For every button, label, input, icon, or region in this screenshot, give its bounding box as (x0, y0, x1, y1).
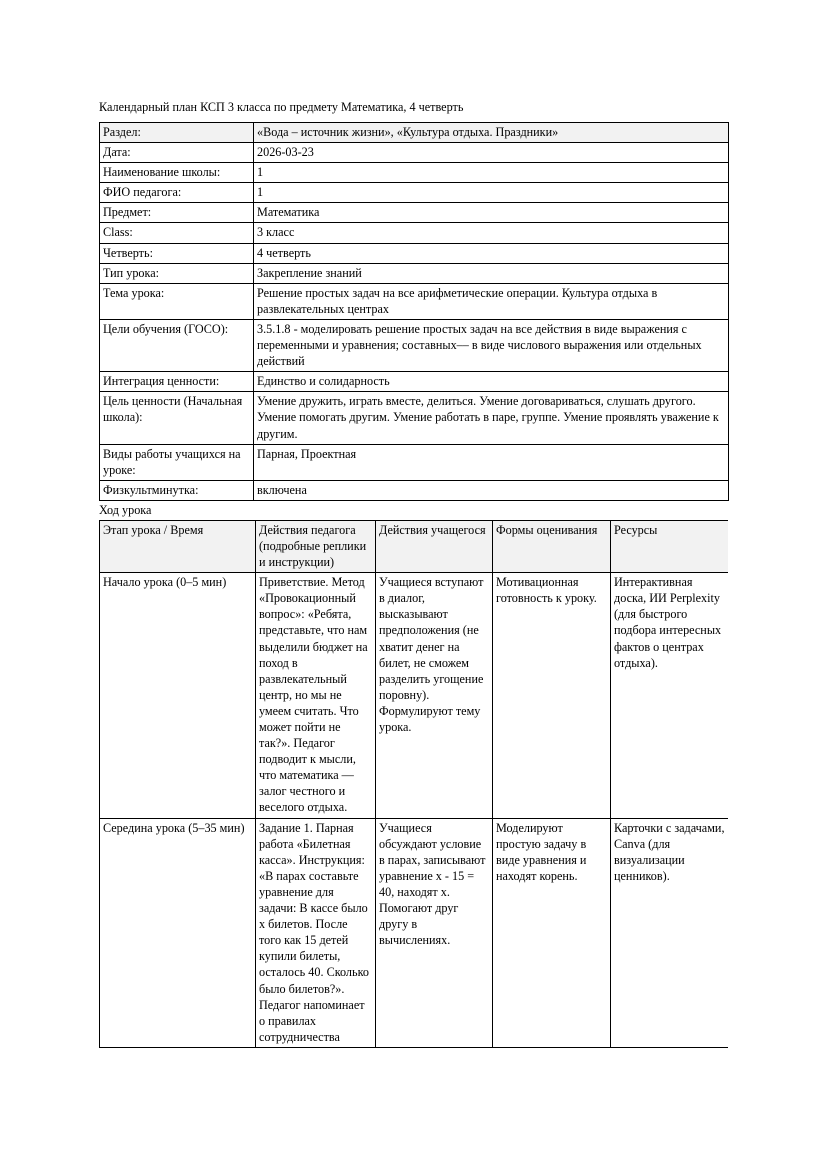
info-label: Интеграция ценности: (100, 372, 254, 392)
info-label: ФИО педагога: (100, 183, 254, 203)
info-value: 1 (254, 163, 729, 183)
table-row (100, 283, 729, 319)
info-label: Тип урока: (100, 263, 254, 283)
info-value: «Вода – источник жизни», «Культура отдыха. Праздники» (254, 123, 729, 143)
cell-resources: Карточки с задачами, Canva (для визуализации ценников). (611, 818, 729, 1047)
cell-resources: Интерактивная доска, ИИ Perplexity (для быстрого подбора интересных фактов о центрах отдыха). (611, 573, 729, 818)
lesson-info-table (99, 122, 729, 501)
info-value: 3 класс (254, 223, 729, 243)
info-value: Математика (254, 203, 729, 223)
page-title: Календарный план КСП 3 класса по предмету Математика, 4 четверть (99, 100, 464, 114)
column-header-stage: Этап урока / Время (100, 520, 256, 572)
table-row (100, 243, 729, 263)
cell-assessment: Мотивационная готовность к уроку. (493, 573, 611, 818)
table-row (100, 372, 729, 392)
table-row (100, 319, 729, 371)
table-row (100, 818, 729, 1047)
table-row (100, 123, 729, 143)
lesson-flow-clip (99, 520, 728, 1114)
info-label: Тема урока: (100, 283, 254, 319)
info-label: Физкультминутка: (100, 480, 254, 500)
cell-stage: Начало урока (0–5 мин) (100, 573, 256, 818)
column-header-teacher-actions: Действия педагога (подробные реплики и инструкции) (256, 520, 376, 572)
info-value: Умение дружить, играть вместе, делиться. Умение договариваться, слушать другого. Умение помогать другим. Умение работать в паре, группе. Умение проявлять уважение к другим. (254, 392, 729, 444)
lesson-flow-heading: Ход урока (99, 502, 152, 517)
info-value: 3.5.1.8 - моделировать решение простых задач на все действия в виде выражения с переменными и уравнения; составных–– в виде числового выражения или отдельных действий (254, 319, 729, 371)
cell-teacher-actions: Приветствие. Метод «Провокационный вопрос»: «Ребята, представьте, что нам выделили бюджет на поход в развлекательный центр, но мы не умеем считать. Что может пойти не так?». Педагог подводит к мысли, что математика — залог честного и веселого отдыха. (256, 573, 376, 818)
table-row (100, 392, 729, 444)
info-value: 4 четверть (254, 243, 729, 263)
table-row (100, 163, 729, 183)
column-header-resources: Ресурсы (611, 520, 729, 572)
table-row (100, 143, 729, 163)
info-label: Class: (100, 223, 254, 243)
info-value: 1 (254, 183, 729, 203)
table-row (100, 263, 729, 283)
table-row (100, 223, 729, 243)
cell-stage: Середина урока (5–35 мин) (100, 818, 256, 1047)
info-label: Предмет: (100, 203, 254, 223)
info-value: 2026-03-23 (254, 143, 729, 163)
cell-student-actions: Учащиеся вступают в диалог, высказывают предположения (не хватит денег на билет, не сможем разделить угощение поровну). Формулируют тему урока. (376, 573, 493, 818)
info-label: Цель ценности (Начальная школа): (100, 392, 254, 444)
table-header-row (100, 520, 729, 572)
info-label: Виды работы учащихся на уроке: (100, 444, 254, 480)
info-label: Четверть: (100, 243, 254, 263)
lesson-flow-head (100, 520, 729, 572)
info-value: Закрепление знаний (254, 263, 729, 283)
info-label: Дата: (100, 143, 254, 163)
table-row (100, 573, 729, 818)
page-content (99, 99, 728, 1114)
info-value: включена (254, 480, 729, 500)
lesson-info-body (100, 123, 729, 501)
cell-assessment: Моделируют простую задачу в виде уравнения и находят корень. (493, 818, 611, 1047)
info-label: Наименование школы: (100, 163, 254, 183)
info-value: Парная, Проектная (254, 444, 729, 480)
info-label: Цели обучения (ГОСО): (100, 319, 254, 371)
column-header-assessment: Формы оценивания (493, 520, 611, 572)
cell-teacher-actions: Задание 1. Парная работа «Билетная касса». Инструкция: «В парах составьте уравнение для задачи: В кассе было x билетов. После того как 15 детей купили билеты, осталось 40. Сколько было билетов?». Педагог напоминает о правилах сотрудничества (256, 818, 376, 1047)
table-row (100, 203, 729, 223)
table-row (100, 480, 729, 500)
lesson-flow-body (100, 573, 729, 1048)
lesson-flow-table (99, 520, 728, 1048)
info-value: Единство и солидарность (254, 372, 729, 392)
cell-student-actions: Учащиеся обсуждают условие в парах, записывают уравнение x - 15 = 40, находят x. Помогают друг другу в вычислениях. (376, 818, 493, 1047)
info-value: Решение простых задач на все арифметические операции. Культура отдыха в развлекательных центрах (254, 283, 729, 319)
table-row (100, 444, 729, 480)
table-row (100, 183, 729, 203)
info-label: Раздел: (100, 123, 254, 143)
column-header-student-actions: Действия учащегося (376, 520, 493, 572)
